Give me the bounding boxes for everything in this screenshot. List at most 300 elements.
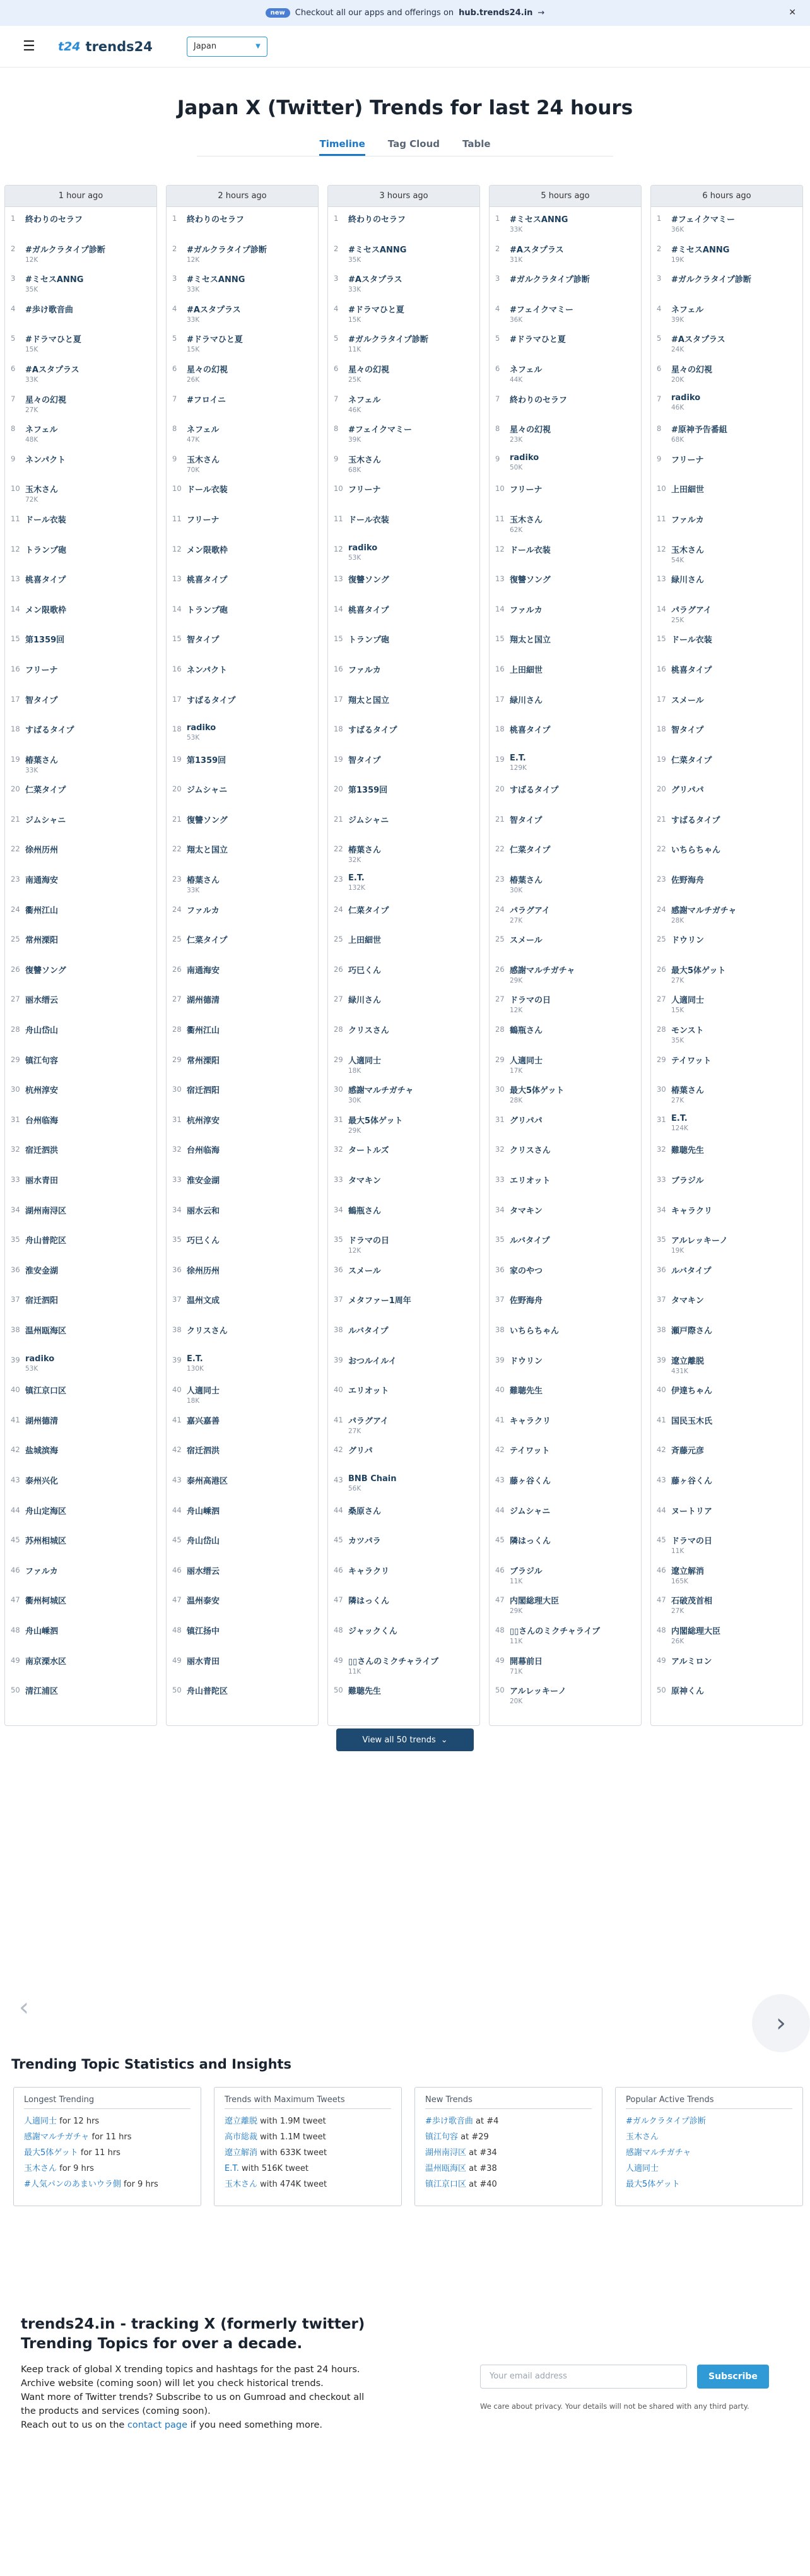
trend-link[interactable]: おつルイルイ [348, 1356, 397, 1366]
trend-link[interactable]: すばるタイプ [671, 815, 720, 825]
trend-link[interactable]: タマキン [671, 1296, 704, 1306]
trend-link[interactable]: 佐野海舟 [510, 1296, 543, 1306]
trend-link[interactable]: 難聴先生 [510, 1386, 543, 1397]
stats-trend-link[interactable]: 镇江句容 [425, 2132, 459, 2142]
trend-link[interactable]: 翔太と国立 [348, 695, 390, 706]
trend-link[interactable]: 湖州德清 [187, 996, 220, 1006]
tab-timeline[interactable]: Timeline [319, 138, 365, 156]
trend-link[interactable]: BNB Chain [348, 1474, 397, 1484]
trend-link[interactable]: #ガルクラタイプ診断 [187, 245, 267, 255]
trend-link[interactable]: 翔太と国立 [187, 846, 228, 856]
trend-link[interactable]: ジャックくん [348, 1626, 397, 1636]
trend-rank: 37 [495, 1295, 505, 1304]
trend-link[interactable]: 玉木さん [348, 455, 382, 465]
view-all-button[interactable] [336, 1728, 474, 1751]
trend-link[interactable]: #Aスタプラス [510, 245, 564, 255]
trend-link[interactable]: 難聴先生 [348, 1687, 382, 1697]
stats-trend-link[interactable]: 人適同士 [24, 2117, 57, 2126]
trend-link[interactable]: radiko [348, 543, 378, 553]
trend-link[interactable]: テイワット [510, 1446, 550, 1456]
trend-link[interactable]: タマキン [510, 1206, 543, 1216]
trend-link[interactable]: #ミセスANNG [348, 245, 407, 255]
trend-link[interactable]: ドラマの日 [348, 1236, 390, 1246]
trend-link[interactable]: ファルカ [348, 665, 381, 675]
stats-trend-link[interactable]: #人気パンのあまいウラ側 [24, 2180, 121, 2189]
trend-link[interactable]: 最大5体ゲット [671, 966, 726, 976]
trend-link[interactable]: 丽水缙云 [25, 996, 59, 1006]
trend-link[interactable]: 藤ヶ谷くん [510, 1476, 551, 1486]
trend-link[interactable]: 智タイプ [510, 815, 543, 825]
trend-link[interactable]: 台州临海 [187, 1146, 220, 1156]
trend-link[interactable]: 最大5体ゲット [348, 1116, 403, 1126]
trend-link[interactable]: #ガルクラタイプ診断 [671, 275, 751, 285]
trend-link[interactable]: 淮安金湖 [25, 1266, 59, 1276]
trend-link[interactable]: radiko [671, 393, 701, 403]
trend-link[interactable]: クリスさん [510, 1146, 551, 1156]
trend-link[interactable]: キャラクリ [510, 1416, 551, 1426]
trend-link[interactable]: 杭州淳安 [25, 1086, 59, 1096]
trend-link[interactable]: 温州瓯海区 [25, 1326, 67, 1336]
trend-link[interactable]: 終わりのセラフ [510, 395, 568, 405]
trend-link[interactable]: 南京溧水区 [25, 1657, 67, 1667]
trend-rank: 28 [334, 1025, 343, 1034]
trend-link[interactable]: 仁菜タイプ [187, 936, 228, 946]
trend-link[interactable]: radiko [25, 1354, 55, 1364]
trend-link[interactable]: 家のやつ [510, 1266, 543, 1276]
stats-trend-link[interactable]: 玉木さん [24, 2164, 57, 2173]
trend-row [5, 988, 156, 1018]
trend-link[interactable]: 感謝マルチガチャ [510, 966, 575, 976]
trend-link[interactable]: クリスさん [348, 1026, 389, 1036]
trend-link[interactable]: #ミセスANNG [187, 275, 245, 285]
stats-trend-link[interactable]: 人適同士 [626, 2164, 659, 2173]
menu-icon[interactable]: ☰ [23, 38, 35, 54]
trend-link[interactable]: 徐州历州 [25, 846, 59, 856]
trend-link[interactable]: キャラクリ [348, 1566, 390, 1576]
trend-link[interactable]: 玉木さん [25, 485, 59, 495]
trend-link[interactable]: 嘉兴嘉善 [187, 1416, 220, 1426]
trend-link[interactable]: グリパパ [671, 786, 704, 796]
trend-link[interactable]: 人適同士 [348, 1056, 382, 1066]
trend-rank: 44 [334, 1505, 343, 1515]
trend-link[interactable]: エリオット [510, 1176, 551, 1186]
trend-link[interactable]: 舟山嵊泗 [187, 1506, 220, 1516]
trend-link[interactable]: #フェイクマミー [671, 215, 735, 225]
banner-link[interactable]: hub.trends24.in [459, 8, 533, 18]
trend-link[interactable]: 舟山普陀区 [25, 1236, 67, 1246]
trend-link[interactable]: 智タイプ [348, 755, 381, 765]
trend-link[interactable]: 镇江句容 [25, 1056, 59, 1066]
trend-link[interactable]: 丽水青田 [187, 1657, 220, 1667]
trend-link[interactable]: 上田細世 [348, 936, 382, 946]
trend-link[interactable]: ネフェル [348, 395, 381, 405]
trend-link[interactable]: 南通海安 [25, 876, 59, 886]
trend-link[interactable]: 感謝マルチガチャ [671, 906, 737, 916]
trend-row [167, 808, 318, 838]
trend-link[interactable]: 藤ヶ谷くん [671, 1476, 713, 1486]
trend-link[interactable]: ドラマの日 [510, 996, 551, 1006]
stats-trend-link[interactable]: E.T. [225, 2164, 239, 2173]
stats-trend-link[interactable]: 温州瓯海区 [425, 2164, 467, 2173]
trend-link[interactable]: スメール [510, 936, 543, 946]
trend-link[interactable]: モンスト [671, 1026, 704, 1036]
trend-link[interactable]: ネンパクト [25, 455, 66, 465]
trend-link[interactable]: #ドラマひと夏 [348, 305, 404, 315]
trend-link[interactable]: アルレッキーノ [510, 1687, 566, 1697]
trend-link[interactable]: ジムシャニ [510, 1506, 551, 1516]
trend-link[interactable]: トランプ砲 [25, 545, 67, 555]
trend-link[interactable]: アルミロン [671, 1657, 712, 1667]
tab-tag-cloud[interactable]: Tag Cloud [387, 138, 440, 150]
trend-link[interactable]: 星々の幻視 [671, 365, 713, 375]
trend-link[interactable]: 佐野海舟 [671, 876, 705, 886]
trend-link[interactable]: 仁菜タイプ [25, 786, 66, 796]
trend-link[interactable]: 仁菜タイプ [671, 755, 712, 765]
trend-link[interactable]: 仁菜タイプ [348, 906, 389, 916]
trend-link[interactable]: ドウリン [510, 1356, 543, 1366]
trend-rank: 42 [11, 1445, 20, 1455]
trend-link[interactable]: radiko [187, 723, 216, 733]
trend-link[interactable]: 終わりのセラフ [187, 215, 245, 225]
trend-link[interactable]: 椿葉さん [187, 876, 220, 886]
trend-link[interactable]: 玉木さん [671, 545, 705, 555]
trend-link[interactable]: ヌートリア [671, 1506, 713, 1516]
trend-link[interactable]: フリーナ [348, 485, 381, 495]
trend-link[interactable]: 巧巳くん [348, 966, 382, 976]
trend-rank: 26 [334, 964, 343, 974]
trend-link[interactable]: トランプ砲 [348, 635, 390, 646]
trend-link[interactable]: 湖州南浔区 [25, 1206, 67, 1216]
trend-link[interactable]: ▯▯さんのミクチャライブ [510, 1626, 601, 1636]
trend-link[interactable]: E.T. [348, 873, 365, 883]
trend-link[interactable]: 舟山普陀区 [187, 1687, 228, 1697]
trend-link[interactable]: カツパラ [348, 1537, 381, 1547]
trend-link[interactable]: 巧巳くん [187, 1236, 220, 1246]
trend-link[interactable]: #ガルクラタイプ診断 [510, 275, 590, 285]
trend-link[interactable]: ドール衣装 [25, 515, 66, 525]
trend-link[interactable]: 盐城滨海 [25, 1446, 59, 1456]
trend-link[interactable]: ドウリン [671, 936, 705, 946]
trend-link[interactable]: 杭州淳安 [187, 1116, 220, 1126]
stats-trend-link[interactable]: 玉木さん [626, 2132, 659, 2142]
trend-link[interactable]: 遼立離脱 [671, 1356, 705, 1366]
trend-link[interactable]: 椿葉さん [25, 755, 59, 765]
trend-link[interactable]: ネフェル [25, 425, 58, 435]
trend-link[interactable]: 丽水青田 [25, 1176, 59, 1186]
trend-link[interactable]: 椿葉さん [348, 846, 382, 856]
trend-link[interactable]: ファルカ [25, 1566, 58, 1576]
trend-link[interactable]: 椿葉さん [671, 1086, 705, 1096]
close-icon[interactable]: ✕ [789, 8, 796, 18]
contact-link[interactable]: contact page [127, 2420, 188, 2430]
trend-link[interactable]: #フロイニ [187, 395, 226, 405]
trend-link[interactable]: 難聴先生 [671, 1146, 705, 1156]
trend-link[interactable]: 復讐ソング [25, 966, 66, 976]
trend-link[interactable]: 台州临海 [25, 1116, 59, 1126]
trend-link[interactable]: ▯▯さんのミクチャライブ [348, 1657, 439, 1667]
trend-link[interactable]: #Aスタプラス [348, 275, 402, 285]
trend-link[interactable]: 舟山岱山 [187, 1537, 220, 1547]
top-nav [0, 26, 810, 68]
trend-link[interactable]: 内閣総理大臣 [671, 1626, 721, 1636]
trend-link[interactable]: E.T. [671, 1113, 688, 1123]
chevron-left-icon[interactable]: ‹ [19, 1993, 29, 2022]
trend-link[interactable]: 人適同士 [510, 1056, 543, 1066]
trend-link[interactable]: すばるタイプ [510, 786, 559, 796]
stats-trend-link[interactable]: 玉木さん [225, 2180, 258, 2189]
trend-link[interactable]: ネフェル [671, 305, 704, 315]
trend-link[interactable]: グリパパ [510, 1116, 543, 1126]
trend-link[interactable]: 星々の幻視 [348, 365, 390, 375]
trend-link[interactable]: E.T. [187, 1354, 203, 1364]
trend-rank: 21 [657, 814, 666, 824]
trend-link[interactable]: 星々の幻視 [187, 365, 228, 375]
trend-link[interactable]: メン限歌枠 [187, 545, 228, 555]
trend-link[interactable]: パラグアイ [510, 906, 550, 916]
trend-link[interactable]: 復讐ソング [187, 815, 228, 825]
trend-link[interactable]: スメール [671, 695, 704, 706]
trend-link[interactable]: 湖州德清 [25, 1416, 59, 1426]
trend-link[interactable]: パラグアイ [348, 1416, 389, 1426]
trend-link[interactable]: 上田細世 [671, 485, 705, 495]
trend-link[interactable]: #ドラマひと夏 [25, 335, 81, 345]
trend-link[interactable]: 終わりのセラフ [25, 215, 83, 225]
trend-column [489, 185, 642, 1726]
trend-link[interactable]: 第1359回 [25, 635, 65, 646]
trend-link[interactable]: 舟山嵊泗 [25, 1626, 59, 1636]
trend-link[interactable]: 開幕前日 [510, 1657, 543, 1667]
trend-link[interactable]: #Aスタプラス [187, 305, 241, 315]
trend-link[interactable]: すばるタイプ [348, 726, 397, 736]
trend-link[interactable]: フリーナ [25, 665, 58, 675]
trend-link[interactable]: ネフェル [187, 425, 220, 435]
tab-table[interactable]: Table [462, 138, 491, 150]
email-input[interactable]: Your email address [480, 2365, 687, 2389]
trend-link[interactable]: ネフェル [510, 365, 543, 375]
trend-link[interactable]: フリーナ [510, 485, 543, 495]
trend-link[interactable]: #ミセスANNG [25, 275, 84, 285]
trend-link[interactable]: ファルカ [187, 906, 220, 916]
trend-link[interactable]: いちらちゃん [671, 846, 721, 856]
stats-trend-link[interactable]: 遼立解消 [225, 2148, 258, 2158]
trend-link[interactable]: 泰州高港区 [187, 1476, 228, 1486]
trend-link[interactable]: 镇江扬中 [187, 1626, 220, 1636]
trend-link[interactable]: 石破茂首相 [671, 1597, 713, 1607]
trend-link[interactable]: #ドラマひと夏 [510, 335, 566, 345]
trend-link[interactable]: 衢州江山 [187, 1026, 220, 1036]
stats-trend-link[interactable]: 镇江京口区 [425, 2180, 467, 2189]
trend-link[interactable]: 仁菜タイプ [510, 846, 551, 856]
trend-link[interactable]: ブラジル [671, 1176, 704, 1186]
trend-link[interactable]: ルバタイプ [348, 1326, 389, 1336]
trend-link[interactable]: 伊達ちゃん [671, 1386, 713, 1397]
trend-link[interactable]: 星々の幻視 [25, 395, 67, 405]
trend-row [5, 718, 156, 748]
trend-link[interactable]: 原神くん [671, 1687, 705, 1697]
trend-link[interactable]: グリパ [348, 1446, 373, 1456]
trend-link[interactable]: 丽水云和 [187, 1206, 220, 1216]
trend-link[interactable]: 隣はっくん [510, 1537, 551, 1547]
trend-link[interactable]: 桑原さん [348, 1506, 382, 1516]
trend-link[interactable]: 桃喜タイプ [671, 665, 712, 675]
trend-link[interactable]: 温州文成 [187, 1296, 220, 1306]
trend-link[interactable]: 智タイプ [187, 635, 220, 646]
tweet-count: 15K [187, 346, 200, 354]
trend-link[interactable]: 瀬戸際さん [671, 1326, 713, 1336]
trend-rank: 1 [334, 214, 339, 223]
trend-link[interactable]: 智タイプ [671, 726, 704, 736]
trend-link[interactable]: 舟山岱山 [25, 1026, 59, 1036]
trend-link[interactable]: 玉木さん [510, 515, 543, 525]
trend-link[interactable]: 人適同士 [187, 1386, 220, 1397]
trend-link[interactable]: キャラクリ [671, 1206, 713, 1216]
logo[interactable] [58, 39, 153, 54]
trend-link[interactable]: 宿迁泗洪 [25, 1146, 59, 1156]
trend-link[interactable]: すばるタイプ [25, 726, 74, 736]
trend-link[interactable]: 桃喜タイプ [187, 576, 228, 586]
trend-link[interactable]: ネンパクト [187, 665, 228, 675]
trend-link[interactable]: 温州泰安 [187, 1597, 220, 1607]
trend-link[interactable]: #Aスタプラス [671, 335, 725, 345]
trend-link[interactable]: #ミセスANNG [510, 215, 568, 225]
trend-link[interactable]: 镇江京口区 [25, 1386, 67, 1397]
trend-link[interactable]: 緑川さん [348, 996, 382, 1006]
stats-trend-link[interactable]: #ガルクラタイプ診断 [626, 2117, 706, 2126]
trend-link[interactable]: ドラマの日 [671, 1537, 713, 1547]
trend-link[interactable]: 上田細世 [510, 665, 543, 675]
trend-link[interactable]: ジムシャニ [348, 815, 389, 825]
trend-link[interactable]: ルバタイプ [510, 1236, 550, 1246]
trend-link[interactable]: フリーナ [187, 515, 220, 525]
trend-link[interactable]: クリスさん [187, 1326, 228, 1336]
stats-trend-link[interactable]: 最大5体ゲット [24, 2148, 78, 2158]
trend-link[interactable]: 星々の幻視 [510, 425, 551, 435]
trend-link[interactable]: 鶴瓶さん [348, 1206, 382, 1216]
trend-link[interactable]: #フェイクマミー [510, 305, 573, 315]
trend-link[interactable]: トランプ砲 [187, 605, 228, 615]
stats-trend-link[interactable]: 湖州南浔区 [425, 2148, 467, 2158]
trend-link[interactable]: #ミセスANNG [671, 245, 730, 255]
trend-link[interactable]: ブラジル [510, 1566, 543, 1576]
trend-link[interactable]: 鶴瓶さん [510, 1026, 543, 1036]
trend-link[interactable]: 隣はっくん [348, 1597, 390, 1607]
trend-link[interactable]: メタファー1周年 [348, 1296, 411, 1306]
trend-link[interactable]: ジムシャニ [187, 786, 228, 796]
chevron-right-icon[interactable]: › [752, 1994, 810, 2052]
trend-link[interactable]: 清江浦区 [25, 1687, 59, 1697]
trend-link[interactable]: 桃喜タイプ [348, 605, 389, 615]
trend-link[interactable]: 国民玉木氏 [671, 1416, 713, 1426]
trend-link[interactable]: タマキン [348, 1176, 381, 1186]
stats-trend-link[interactable]: #歩け歌音曲 [425, 2117, 473, 2126]
trend-link[interactable]: 舟山定海区 [25, 1506, 67, 1516]
trend-link[interactable]: 内閣総理大臣 [510, 1597, 560, 1607]
trend-link[interactable]: 翔太と国立 [510, 635, 551, 646]
trend-link[interactable]: 玉木さん [187, 455, 220, 465]
trend-link[interactable]: 終わりのセラフ [348, 215, 406, 225]
trend-link[interactable]: 南通海安 [187, 966, 220, 976]
trend-link[interactable]: いちらちゃん [510, 1326, 560, 1336]
trend-link[interactable]: ファルカ [510, 605, 543, 615]
trend-link[interactable]: アルレッキーノ [671, 1236, 728, 1246]
stats-trend-link[interactable]: 高市総裁 [225, 2132, 258, 2142]
trend-link[interactable]: ジムシャニ [25, 815, 66, 825]
trend-link[interactable]: #フェイクマミー [348, 425, 412, 435]
trend-link[interactable]: 宿迁泗洪 [187, 1446, 220, 1456]
trend-link[interactable]: すばるタイプ [187, 695, 236, 706]
trend-link[interactable]: 淮安金湖 [187, 1176, 220, 1186]
trend-link[interactable]: 復讐ソング [510, 576, 551, 586]
trend-link[interactable]: 衢州江山 [25, 906, 59, 916]
trend-link[interactable]: 丽水缙云 [187, 1566, 220, 1576]
trend-link[interactable]: #歩け歌音曲 [25, 305, 73, 315]
trend-link[interactable]: 宿迁泗阳 [187, 1086, 220, 1096]
trend-link[interactable]: #ガルクラタイプ診断 [25, 245, 105, 255]
country-select[interactable] [187, 37, 267, 57]
trend-link[interactable]: パラグアイ [671, 605, 712, 615]
trend-link[interactable]: 宿迁泗阳 [25, 1296, 59, 1306]
trend-link[interactable]: 緑川さん [671, 576, 705, 586]
trend-rank: 34 [495, 1205, 505, 1214]
trend-link[interactable]: 復讐ソング [348, 576, 389, 586]
trend-link[interactable]: タートルズ [348, 1146, 389, 1156]
trend-link[interactable]: メン限歌枠 [25, 605, 67, 615]
trend-link[interactable]: テイワット [671, 1056, 712, 1066]
trend-link[interactable]: 徐州历州 [187, 1266, 220, 1276]
trend-link[interactable]: 桃喜タイプ [25, 576, 66, 586]
trend-link[interactable]: ドール衣装 [671, 635, 712, 646]
trend-link[interactable]: 桃喜タイプ [510, 726, 551, 736]
trend-link[interactable]: 衢州柯城区 [25, 1597, 67, 1607]
trend-link[interactable]: 緑川さん [510, 695, 543, 706]
trend-link[interactable]: #ドラマひと夏 [187, 335, 243, 345]
subscribe-button[interactable]: Subscribe [697, 2365, 769, 2389]
trend-link[interactable]: ドール衣装 [348, 515, 389, 525]
trend-link[interactable]: 斉藤元彦 [671, 1446, 705, 1456]
trend-link[interactable]: ファルカ [671, 515, 704, 525]
trend-link[interactable]: スメール [348, 1266, 381, 1276]
trend-link[interactable]: 苏州相城区 [25, 1537, 67, 1547]
trend-link[interactable]: ルバタイプ [671, 1266, 712, 1276]
trend-link[interactable]: #ガルクラタイプ診断 [348, 335, 428, 345]
trend-row [490, 1228, 641, 1258]
stats-trend-link[interactable]: 最大5体ゲット [626, 2180, 680, 2189]
trend-link[interactable]: 常州溧阳 [187, 1056, 220, 1066]
trend-link[interactable]: 泰州兴化 [25, 1476, 59, 1486]
trend-link[interactable]: 遼立解消 [671, 1566, 705, 1576]
trend-row [490, 837, 641, 868]
trend-link[interactable]: 智タイプ [25, 695, 58, 706]
trend-link[interactable]: 第1359回 [348, 786, 388, 796]
stats-trend-link[interactable]: 感謝マルチガチャ [24, 2132, 90, 2142]
trend-link[interactable]: 常州溧阳 [25, 936, 59, 946]
trend-link[interactable]: エリオット [348, 1386, 389, 1397]
trend-link[interactable]: フリーナ [671, 455, 704, 465]
trend-link[interactable]: ドール衣装 [187, 485, 228, 495]
trend-link[interactable]: 最大5体ゲット [510, 1086, 565, 1096]
trend-link[interactable]: ドール衣装 [510, 545, 551, 555]
trend-link[interactable]: #Aスタプラス [25, 365, 79, 375]
trend-link[interactable]: #原神予告番組 [671, 425, 727, 435]
trend-link[interactable]: 感謝マルチガチャ [348, 1086, 414, 1096]
stats-trend-link[interactable]: 遼立離脱 [225, 2117, 258, 2126]
trend-link[interactable]: E.T. [510, 753, 526, 763]
stats-trend-link[interactable]: 感謝マルチガチャ [626, 2148, 691, 2158]
trend-link[interactable]: radiko [510, 452, 539, 463]
trend-link[interactable]: 椿葉さん [510, 876, 543, 886]
trend-link[interactable]: 第1359回 [187, 755, 226, 765]
trend-link[interactable]: 人適同士 [671, 996, 705, 1006]
